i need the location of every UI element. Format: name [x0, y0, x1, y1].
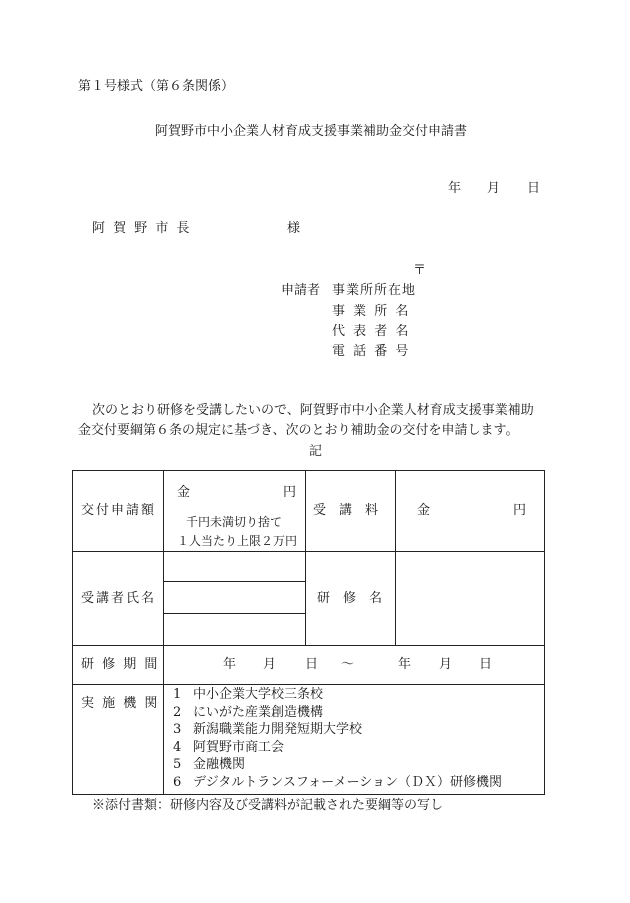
period-start-month: 月 — [263, 657, 277, 672]
institution-name: にいがた産業創造機構 — [193, 704, 324, 720]
institution-number: 3 — [173, 722, 182, 738]
training-name-label: 研 修 名 — [317, 591, 383, 606]
institution-name: 阿賀野市商工会 — [193, 739, 285, 755]
institution-option[interactable] — [173, 756, 502, 774]
institution-number: 5 — [173, 757, 182, 773]
period-end-day: 日 — [479, 657, 493, 672]
institution-name: 新潟職業能力開発短期大学校 — [193, 722, 363, 738]
limit-note: １人当たり上限２万円 — [177, 534, 298, 548]
grant-amount-label: 交付申請額 — [81, 503, 157, 518]
institution-option[interactable] — [173, 774, 502, 792]
phone-label: 電 話 番 号 — [332, 344, 411, 359]
date-month: 月 — [487, 181, 501, 196]
addressee-name: 阿 賀 野 市 長 — [92, 221, 192, 236]
ki-mark: 記 — [309, 444, 323, 459]
body-text-line2: 金交付要綱第６条の規定に基づき、次のとおり補助金の交付を申請します。 — [78, 423, 519, 438]
period-start-day: 日 — [305, 657, 319, 672]
attendee-name-input-2[interactable] — [165, 583, 304, 612]
applicant-label: 申請者 — [281, 283, 321, 298]
training-name-input[interactable] — [397, 553, 543, 644]
tuition-prefix: 金 — [417, 503, 431, 518]
attendee-label: 受講者氏名 — [81, 591, 157, 606]
form-number: 第１号様式（第６条関係） — [78, 79, 235, 94]
institution-name: 中小企業大学校三条校 — [193, 687, 324, 702]
tuition-label: 受 講 料 — [313, 503, 379, 518]
institution-option[interactable] — [173, 721, 502, 739]
representative-label: 代 表 者 名 — [332, 324, 411, 339]
institution-label: 実 施 機 関 — [81, 696, 160, 711]
column-divider — [305, 471, 306, 645]
attendee-name-input-3[interactable] — [165, 615, 304, 644]
rounding-note: 千円未満切り捨て — [186, 515, 283, 529]
date-day: 日 — [527, 181, 541, 196]
attendee-row-divider — [163, 613, 305, 614]
institution-name: 金融機関 — [193, 757, 246, 773]
institution-number: 1 — [173, 687, 182, 702]
row-divider — [73, 645, 544, 646]
postal-mark: 〒 — [413, 263, 427, 278]
period-end-year: 年 — [398, 657, 412, 672]
period-label: 研 修 期 間 — [81, 657, 160, 672]
institution-number: 4 — [173, 739, 182, 755]
column-divider — [163, 471, 164, 794]
office-name-label: 事 業 所 名 — [332, 304, 411, 319]
date-year: 年 — [448, 181, 462, 196]
institution-number: 2 — [173, 704, 182, 720]
grant-amount-prefix: 金 — [177, 485, 191, 500]
grant-amount-suffix: 円 — [283, 485, 297, 500]
row-divider — [73, 551, 544, 552]
institution-number: 6 — [173, 774, 182, 790]
institution-list — [173, 686, 502, 792]
institution-option[interactable] — [173, 686, 502, 704]
column-divider — [395, 471, 396, 645]
institution-name: デジタルトランスフォーメーション（ＤＸ）研修機関 — [193, 774, 503, 790]
body-text-line1: 次のとおり研修を受講したいので、阿賀野市中小企業人材育成支援事業補助 — [92, 403, 534, 418]
document-title: 阿賀野市中小企業人材育成支援事業補助金交付申請書 — [155, 124, 468, 139]
attachment-footnote: ※添付書類：研修内容及び受講料が記載された要綱等の写し — [92, 798, 444, 813]
row-divider — [73, 684, 544, 685]
addressee-honorific: 様 — [287, 221, 301, 236]
period-tilde: ～ — [341, 657, 355, 672]
attendee-name-input-1[interactable] — [165, 553, 304, 580]
period-start-year: 年 — [223, 657, 237, 672]
tuition-suffix: 円 — [513, 503, 527, 518]
institution-option[interactable] — [173, 739, 502, 757]
institution-option[interactable] — [173, 704, 502, 722]
period-end-month: 月 — [439, 657, 453, 672]
address-label: 事業所所在地 — [332, 283, 417, 298]
application-table — [72, 470, 545, 795]
attendee-row-divider — [163, 581, 305, 582]
